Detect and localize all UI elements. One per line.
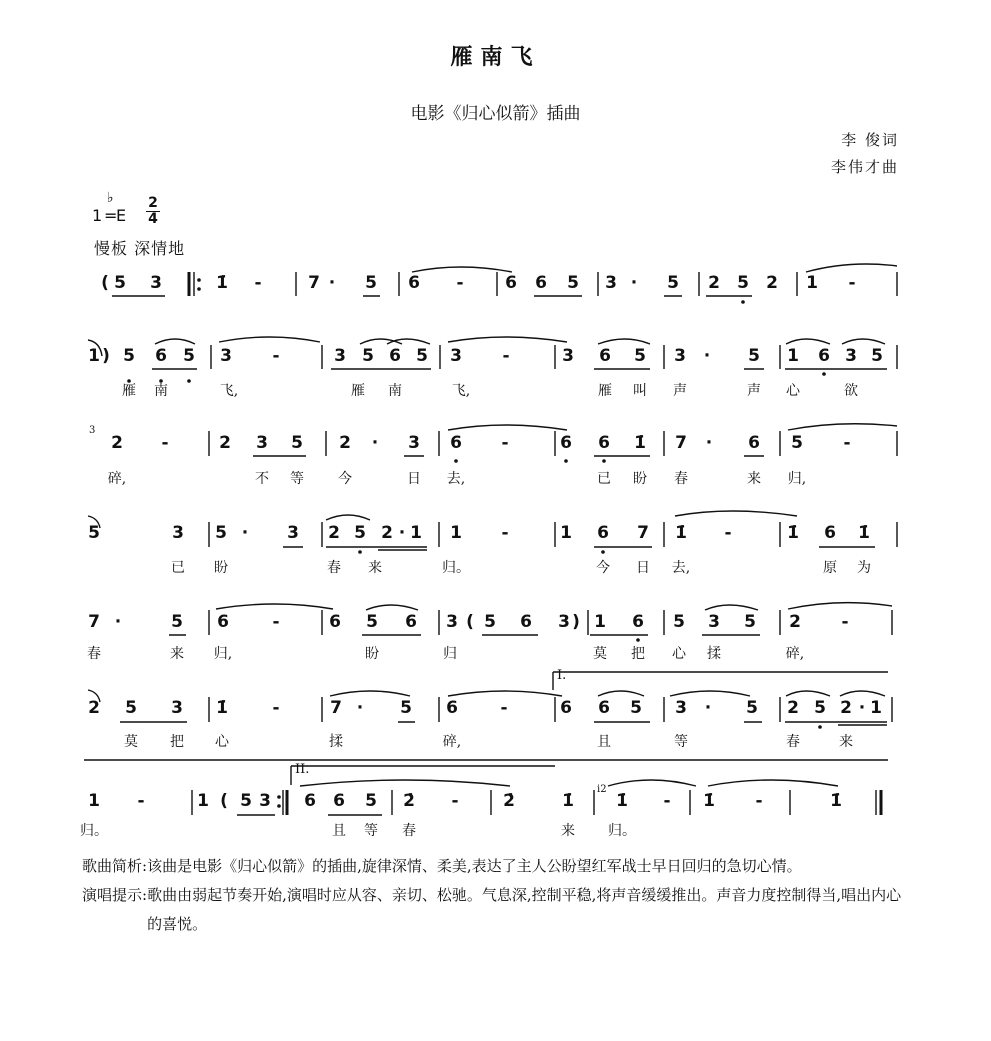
score-note: 5 xyxy=(365,791,377,811)
score-note: 6 xyxy=(560,433,572,453)
lyric-word: 盼 xyxy=(365,646,379,662)
score-note: 5 xyxy=(871,346,883,366)
score-note: 5 xyxy=(748,346,760,366)
score-note: 3 xyxy=(446,612,458,632)
score-note: 5 xyxy=(123,346,135,366)
score-note: 2 xyxy=(708,273,720,293)
lyric-word: 归 xyxy=(443,646,457,662)
score-note: 3 xyxy=(674,346,686,366)
lyric-word: 今 xyxy=(338,471,352,487)
song-analysis xyxy=(82,852,902,881)
score-note: 3 xyxy=(259,791,271,811)
score-note: 1 xyxy=(594,612,606,632)
lyric-word: 已 xyxy=(171,560,185,576)
score-note: 7 xyxy=(675,433,687,453)
score-note: 3 xyxy=(150,273,162,293)
lyric-word: 不 xyxy=(255,471,269,487)
lyric-word: 叫 xyxy=(633,383,647,399)
score-note: 5 xyxy=(88,523,100,543)
score-note: 6 xyxy=(560,698,572,718)
score-note: 1 xyxy=(787,346,799,366)
score-note: - xyxy=(724,523,732,543)
score-note: 6 xyxy=(155,346,167,366)
score-note: 5 xyxy=(362,346,374,366)
score-note: · xyxy=(704,698,712,718)
score-note: - xyxy=(755,791,763,811)
score-note: 1 xyxy=(806,273,818,293)
score-note: 6 xyxy=(217,612,229,632)
score-note: 5 xyxy=(746,698,758,718)
time-top: 2 xyxy=(148,195,158,211)
score-note: 5 xyxy=(171,612,183,632)
lyric-word: 且 xyxy=(332,823,346,839)
score-note: 6 xyxy=(304,791,316,811)
score-note: - xyxy=(841,612,849,632)
score-note: - xyxy=(161,433,169,453)
score-note: 6 xyxy=(446,698,458,718)
score-note: 7 xyxy=(308,273,320,293)
score-note: 3 xyxy=(605,273,617,293)
score-note: 6 xyxy=(329,612,341,632)
score-note: 1̇ xyxy=(787,523,799,543)
lyric-word: 揉 xyxy=(329,734,343,750)
lyric-word: 把 xyxy=(631,646,645,662)
lyric-word: 盼 xyxy=(214,560,228,576)
score-note: 6 xyxy=(818,346,830,366)
score-note: 3 xyxy=(562,346,574,366)
lyric-word: 南 xyxy=(388,383,402,399)
lyric-word: 春 xyxy=(786,734,800,750)
lyric-word: 来 xyxy=(561,823,575,839)
lyric-word: 飞, xyxy=(451,383,471,399)
hint-text: 歌曲由弱起节奏开始,演唱时应从容、亲切、松驰。气息深,控制平稳,将声音缓缓推出。声音力度控制得当,唱出内心的喜悦。 xyxy=(147,886,902,933)
score-note: - xyxy=(502,346,510,366)
score-note: ( xyxy=(220,791,228,811)
score-note: 7 xyxy=(330,698,342,718)
score-note: - xyxy=(254,273,262,293)
score-note: 5 xyxy=(125,698,137,718)
lyric-word: 归, xyxy=(787,471,807,487)
lyric-word: 今 xyxy=(596,560,610,576)
lyricist-credit: 李 俊词 xyxy=(841,131,899,149)
score-note: 5 xyxy=(416,346,428,366)
analysis-text: 该曲是电影《归心似箭》的插曲,旋律深情、柔美,表达了主人公盼望红军战士早日回归的急切心情。 xyxy=(147,857,802,875)
score-note: 5 xyxy=(791,433,803,453)
key-one: 1 xyxy=(92,206,103,225)
score-note: 1̇ xyxy=(703,791,715,811)
score-note: - xyxy=(456,273,464,293)
score-note: 2 xyxy=(840,698,852,718)
score-note: 1̇ xyxy=(216,273,228,293)
score-note: 7 xyxy=(637,523,649,543)
score-note: 5 xyxy=(814,698,826,718)
score-note: · xyxy=(356,698,364,718)
lyric-word: 莫 xyxy=(593,646,607,662)
score-note: 2 xyxy=(789,612,801,632)
lyric-word: 来 xyxy=(839,734,853,750)
score-note: · xyxy=(705,433,713,453)
score-note: 5 xyxy=(183,346,195,366)
lyric-word: 且 xyxy=(597,734,611,750)
key-equals: = xyxy=(104,206,118,225)
lyric-word: 心 xyxy=(786,383,800,399)
song-title: 雁南飞 xyxy=(450,45,541,70)
lyric-word: 日 xyxy=(407,471,421,487)
score-note: · xyxy=(114,612,122,632)
score-note: 5 xyxy=(744,612,756,632)
score-note: 5 xyxy=(667,273,679,293)
lyric-word: 雁 xyxy=(351,383,365,399)
lyric-word: 春 xyxy=(87,646,101,662)
time-bottom: 4 xyxy=(146,211,160,227)
lyric-word: 来 xyxy=(170,646,184,662)
lyric-word: 归, xyxy=(213,646,233,662)
score-note: 1 xyxy=(197,791,209,811)
lyric-word: 南 xyxy=(154,383,168,399)
score-note: 6 xyxy=(520,612,532,632)
lyric-word: 归。 xyxy=(608,823,636,839)
tempo-marking: 慢板 深情地 xyxy=(94,239,186,258)
score-note: - xyxy=(272,612,280,632)
score-note: 6 xyxy=(632,612,644,632)
lyric-word: 欲 xyxy=(844,383,858,399)
score-note: 6 xyxy=(824,523,836,543)
score-note: 5 xyxy=(366,612,378,632)
score-note: 2 xyxy=(766,273,778,293)
score-note: 1 xyxy=(870,698,882,718)
score-note: 2 xyxy=(787,698,799,718)
score-note: - xyxy=(451,791,459,811)
lyric-word: 去, xyxy=(671,560,691,576)
lyric-word: 春 xyxy=(327,560,341,576)
volta-two: II. xyxy=(295,762,310,777)
score-note: - xyxy=(272,698,280,718)
score-note: - xyxy=(500,698,508,718)
lyric-word: 飞, xyxy=(219,383,239,399)
score-note: - xyxy=(663,791,671,811)
lyric-word: 归。 xyxy=(442,560,470,576)
score-note: - xyxy=(272,346,280,366)
score-note: 1̇ xyxy=(675,523,687,543)
lyric-word: 莫 xyxy=(124,734,138,750)
score-note: 1 xyxy=(88,346,100,366)
score-note: 3 xyxy=(408,433,420,453)
lyric-word: 等 xyxy=(364,823,378,839)
score-note: 5 xyxy=(215,523,227,543)
score-note: 2 xyxy=(328,523,340,543)
score-note: 2̇ xyxy=(403,791,415,811)
score-note: - xyxy=(137,791,145,811)
score-note: 6 xyxy=(450,433,462,453)
score-note: 6 xyxy=(598,433,610,453)
lyric-word: 碎, xyxy=(442,734,462,750)
lyric-word: 声 xyxy=(747,383,761,399)
score-note: 1̇ xyxy=(634,433,646,453)
score-note: 3 xyxy=(675,698,687,718)
score-note: 1̇ xyxy=(216,698,228,718)
score-note: ) xyxy=(102,346,110,366)
score-note: · xyxy=(703,346,711,366)
grace-note-1: 3 xyxy=(89,425,96,436)
score-note: 6 xyxy=(505,273,517,293)
score-note: 1̇ xyxy=(616,791,628,811)
score-note: 2 xyxy=(219,433,231,453)
score-note: 6 xyxy=(599,346,611,366)
score-note: 1 xyxy=(88,791,100,811)
score-note: 1̇ xyxy=(562,791,574,811)
lyric-word: 等 xyxy=(674,734,688,750)
lyric-word: 心 xyxy=(215,734,229,750)
composer-credit: 李伟才曲 xyxy=(830,158,899,176)
score-note: 3 xyxy=(172,523,184,543)
flat-sign: ♭ xyxy=(107,190,114,206)
singing-hint xyxy=(82,881,902,939)
score-note: 6 xyxy=(389,346,401,366)
score-note: · xyxy=(858,698,866,718)
score-note: 3 xyxy=(287,523,299,543)
score-note: 1̇ xyxy=(830,791,842,811)
score-note: 5 xyxy=(567,273,579,293)
score-note: 5 xyxy=(365,273,377,293)
key-letter: E xyxy=(116,206,127,225)
score-note: - xyxy=(848,273,856,293)
lyric-word: 已 xyxy=(597,471,611,487)
analysis-label: 歌曲简析: xyxy=(82,857,148,875)
lyric-word: 日 xyxy=(636,560,650,576)
score-note: · xyxy=(371,433,379,453)
score-note: 6 xyxy=(535,273,547,293)
score-note: 3 xyxy=(220,346,232,366)
score-note: 6 xyxy=(408,273,420,293)
score-note: 1̇ xyxy=(858,523,870,543)
score-note: 5 xyxy=(673,612,685,632)
lyric-word: 心 xyxy=(672,646,686,662)
score-note: 2 xyxy=(339,433,351,453)
score-note: 5 xyxy=(291,433,303,453)
lyric-word: 原 xyxy=(823,560,837,576)
hint-label: 演唱提示: xyxy=(82,886,148,904)
score-note: - xyxy=(501,433,509,453)
score-note: 2̇ xyxy=(503,791,515,811)
score-note: 3 xyxy=(845,346,857,366)
score-note: 1 xyxy=(560,523,572,543)
lyric-word: 声 xyxy=(673,383,687,399)
score-note: - xyxy=(843,433,851,453)
score-note: · xyxy=(241,523,249,543)
score-note: 6 xyxy=(597,523,609,543)
lyric-word: 去, xyxy=(446,471,466,487)
score-note: 2 xyxy=(111,433,123,453)
score-note: 7 xyxy=(88,612,100,632)
volta-one: I. xyxy=(557,668,567,683)
score-note: ) xyxy=(572,612,580,632)
score-note: 5 xyxy=(114,273,126,293)
lyric-word: 来 xyxy=(368,560,382,576)
score-note: 6 xyxy=(333,791,345,811)
lyric-word: 盼 xyxy=(633,471,647,487)
score-note: · xyxy=(398,523,406,543)
lyric-word: 为 xyxy=(857,560,871,576)
lyric-word: 归。 xyxy=(80,823,108,839)
score-note: 5 xyxy=(630,698,642,718)
score-note: 5 xyxy=(737,273,749,293)
score-note: 5 xyxy=(400,698,412,718)
score-note: 5 xyxy=(484,612,496,632)
score-note: 2 xyxy=(88,698,100,718)
score-note: ( xyxy=(101,273,109,293)
score-note: 3 xyxy=(334,346,346,366)
lyric-word: 雁 xyxy=(598,383,612,399)
score-note: 1 xyxy=(410,523,422,543)
lyric-word: 春 xyxy=(674,471,688,487)
score-note: · xyxy=(328,273,336,293)
score-note: 3 xyxy=(558,612,570,632)
score-note: 6 xyxy=(748,433,760,453)
score-note: 5 xyxy=(634,346,646,366)
score-note: 6 xyxy=(598,698,610,718)
score-note: ( xyxy=(466,612,474,632)
lyric-word: 雁 xyxy=(122,383,136,399)
score-note: 2 xyxy=(381,523,393,543)
lyric-word: 把 xyxy=(170,734,184,750)
grace-note-2: i2 xyxy=(597,784,607,795)
score-note: - xyxy=(501,523,509,543)
score-note: 3 xyxy=(708,612,720,632)
lyric-word: 等 xyxy=(290,471,304,487)
score-note: 5 xyxy=(240,791,252,811)
score-note: · xyxy=(630,273,638,293)
score-note: 3 xyxy=(256,433,268,453)
song-subtitle: 电影《归心似箭》插曲 xyxy=(410,104,581,124)
score-note: 3 xyxy=(171,698,183,718)
score-note: 6 xyxy=(405,612,417,632)
lyric-word: 碎, xyxy=(785,646,805,662)
score-note: 3 xyxy=(450,346,462,366)
score-note: 1 xyxy=(450,523,462,543)
lyric-word: 春 xyxy=(402,823,416,839)
lyric-word: 揉 xyxy=(707,646,721,662)
lyric-word: 来 xyxy=(747,471,761,487)
score-note: 5 xyxy=(354,523,366,543)
lyric-word: 碎, xyxy=(107,471,127,487)
